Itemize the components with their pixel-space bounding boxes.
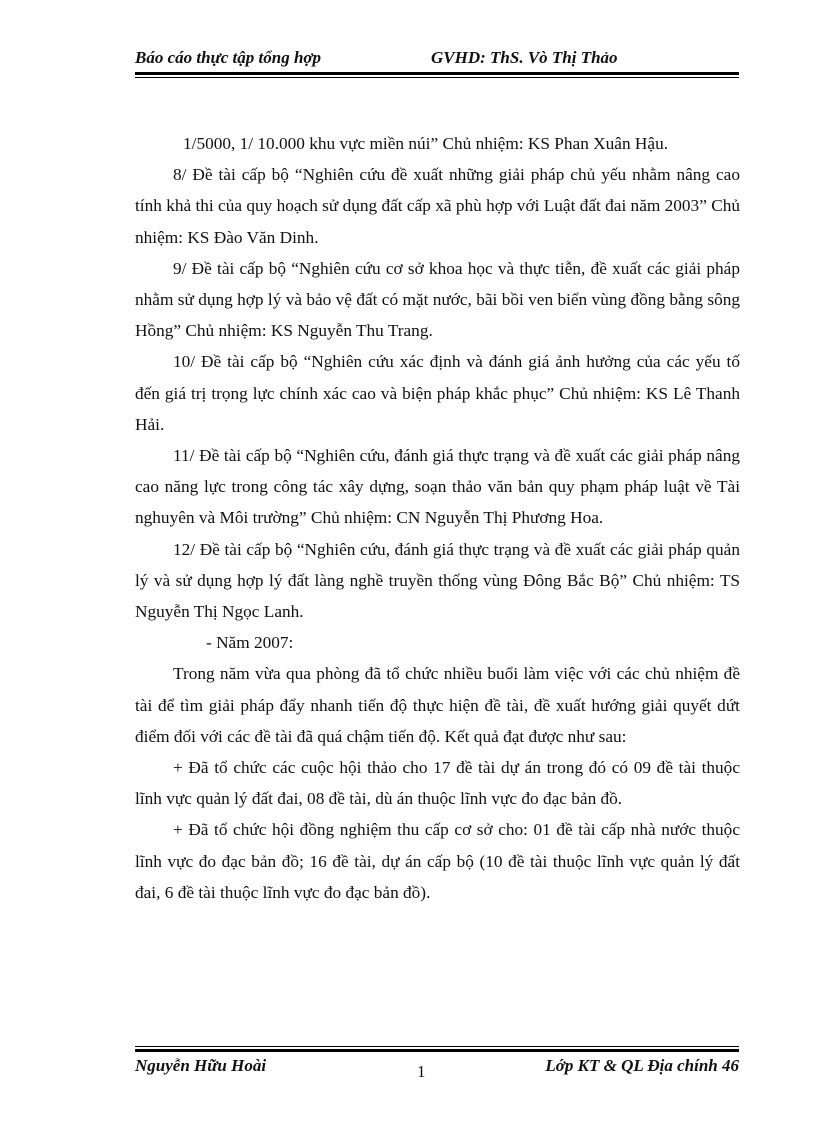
paragraph-item-12: 12/ Đề tài cấp bộ “Nghiên cứu, đánh giá thực trạng và đề xuất các giải pháp quản lý và sử dụng hợp lý đất làng nghề truyền thống vùng Đông Bắc Bộ” Chủ nhiệm: TS Nguyễn Thị Ngọc Lanh. <box>135 539 740 622</box>
header-supervisor: GVHD: ThS. Vò Thị Thảo <box>431 48 618 67</box>
page-header <box>135 48 739 72</box>
header-rule-thin <box>135 77 739 78</box>
paragraph-item-11: 11/ Đề tài cấp bộ “Nghiên cứu, đánh giá thực trạng và đề xuất các giải pháp nâng cao năng lực trong công tác xây dựng, soạn thảo văn bản quy phạm pháp luật về Tài nghuyên và Môi trường” Chủ nhiệm: CN Nguyễn Thị Phương Hoa. <box>135 446 740 528</box>
header-rule-thick <box>135 72 739 75</box>
paragraph-result-2: + Đã tổ chức hội đồng nghiệm thu cấp cơ sở cho: 01 đề tài cấp nhà nước thuộc lĩnh vực đo đạc bản đồ; 16 đề tài, dự án cấp bộ (10 đề tài thuộc lĩnh vực quản lý đất đai, 6 đề tài thuộc lĩnh vực đo đạc bản đồ). <box>135 820 740 902</box>
footer-rule-thin <box>135 1046 739 1047</box>
paragraph-summary: Trong năm vừa qua phòng đã tổ chức nhiều buổi làm việc với các chủ nhiệm đề tài để tìm giải pháp đẩy nhanh tiến độ thực hiện đề tài, đề xuất hướng giải quyết dứt điểm đối với các đề tài đã quá chậm tiến độ. Kết quả đạt được như sau: <box>135 664 740 746</box>
paragraph-item-8: 8/ Đề tài cấp bộ “Nghiên cứu đề xuất những giải pháp chủ yếu nhằm nâng cao tính khả thi của quy hoạch sử dụng đất cấp xã phù hợp với Luật đất đai năm 2003” Chủ nhiệm: KS Đào Văn Dinh. <box>135 165 740 247</box>
paragraph-item-10: 10/ Đề tài cấp bộ “Nghiên cứu xác định và đánh giá ảnh hưởng của các yếu tố đến giá trị trọng lực chính xác cao và biện pháp khắc phục” Chủ nhiệm: KS Lê Thanh Hải. <box>135 352 740 434</box>
footer-class: Lớp KT & QL Địa chính 46 <box>545 1056 739 1075</box>
paragraph-result-1: + Đã tổ chức các cuộc hội thảo cho 17 đề tài dự án trong đó có 09 đề tài thuộc lĩnh vực quản lý đất đai, 08 đề tài, dù án thuộc lĩnh vực đo đạc bản đồ. <box>135 758 740 809</box>
page-number: 1 <box>417 1062 426 1081</box>
footer-author: Nguyễn Hữu Hoài <box>135 1056 267 1075</box>
paragraph-item-9: 9/ Đề tài cấp bộ “Nghiên cứu cơ sở khoa học và thực tiễn, đề xuất các giải pháp nhằm sử dụng hợp lý và bảo vệ đất có mặt nước, bãi bồi ven biển vùng đồng bằng sông Hồng” Chủ nhiệm: KS Nguyễn Thu Trang. <box>135 258 740 341</box>
header-report-title: Báo cáo thực tập tổng hợp <box>135 48 322 67</box>
page-footer <box>135 1054 739 1080</box>
footer-rule-thick <box>135 1049 739 1052</box>
paragraph-1: 1/5000, 1/ 10.000 khu vực miền núi” Chủ nhiệm: KS Phan Xuân Hậu. <box>183 134 669 153</box>
document-body <box>135 128 740 908</box>
year-heading: - Năm 2007: <box>206 633 294 653</box>
